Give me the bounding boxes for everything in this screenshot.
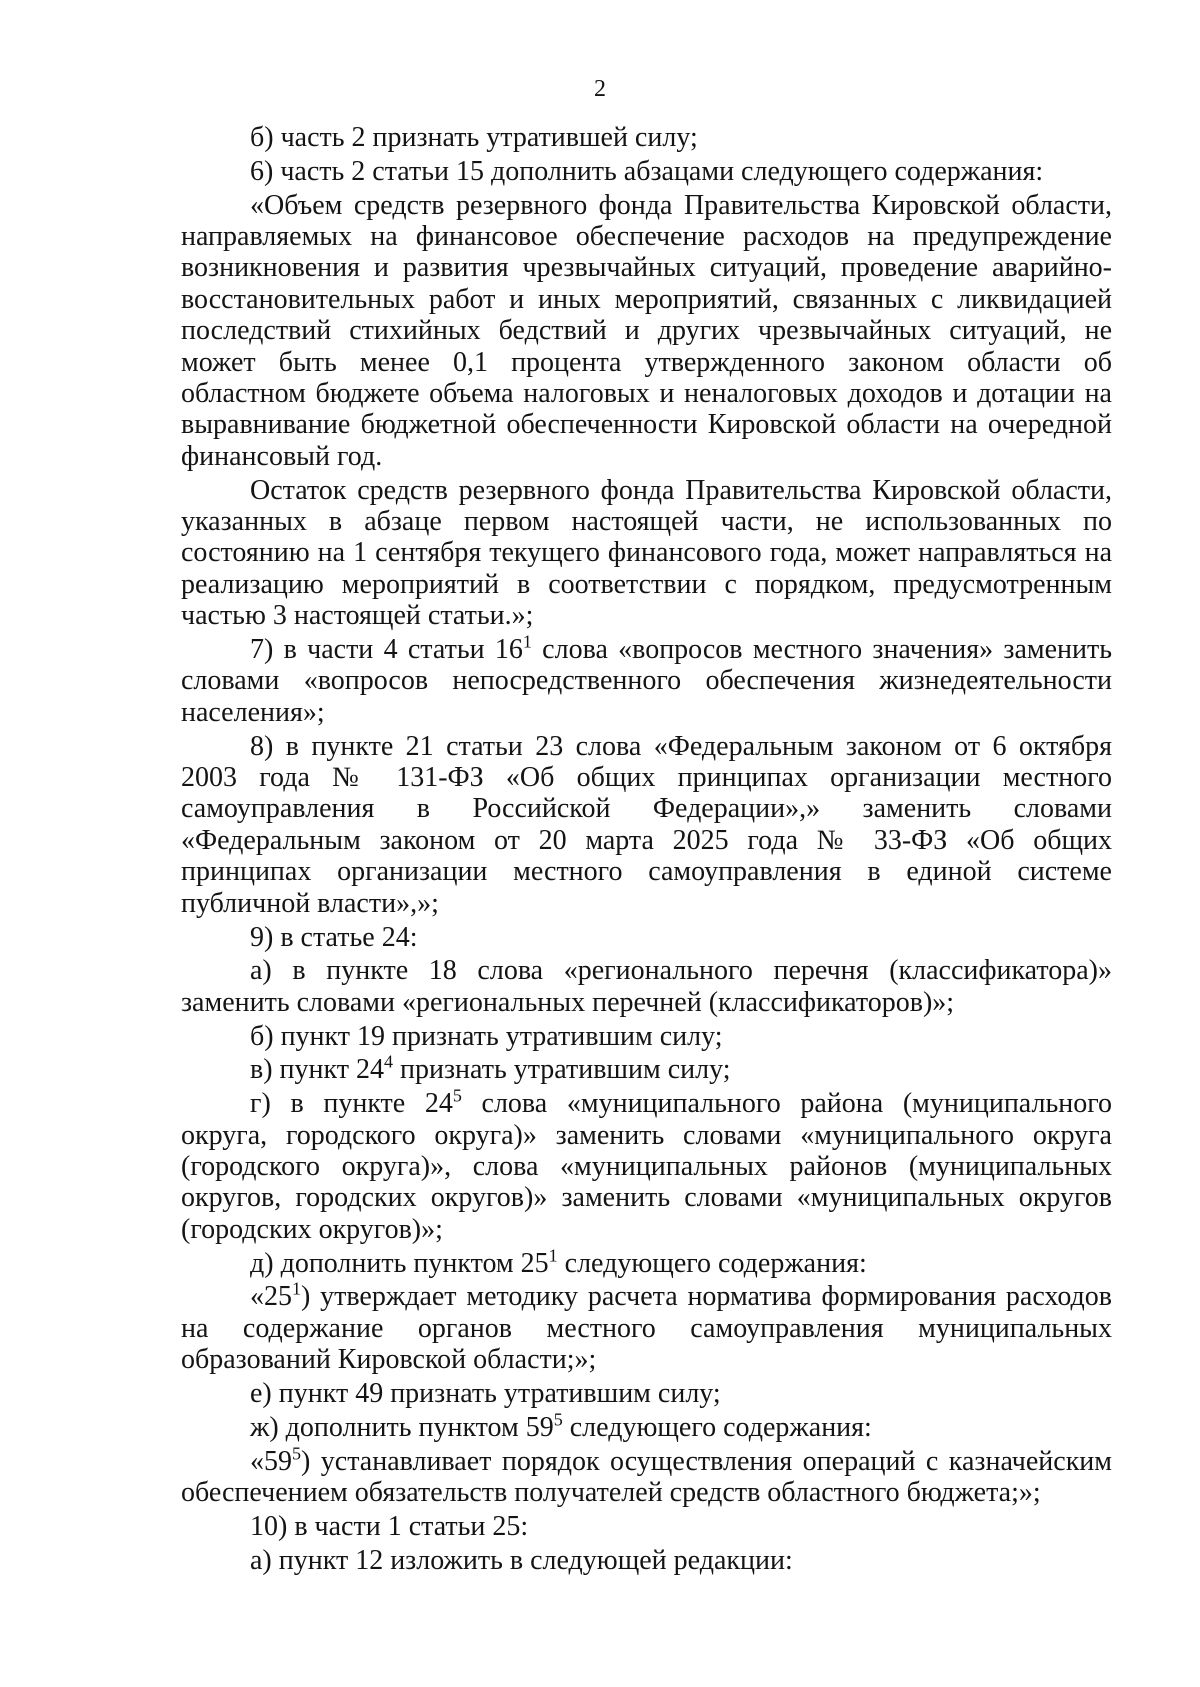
paragraph-16-lead: «59 [250,1445,292,1477]
paragraph-4: Остаток средств резервного фонда Правительства Кировской области, указанных в абзаце первом настоящей части, не использованных по состоянию на 1 сентября текущего финансового года, может направляться на реализацию мероприятий в соответствии с порядком, предусмотренным частью 3 настоящей статьи.»; [181,474,1112,632]
paragraph-18: а) пункт 12 изложить в следующей редакции: [250,1544,793,1576]
paragraph-10 [181,1051,1112,1086]
paragraph-13 [181,1278,1112,1376]
paragraph-12-rest: следующего содержания: [557,1247,867,1279]
paragraph-13-lead: «25 [250,1281,292,1313]
paragraph-12-lead: д) дополнить пунктом 25 [250,1247,549,1279]
paragraph-6: 8) в пункте 21 статьи 23 слова «Федеральным законом от 6 октября 2003 года № 131-ФЗ «Об общих принципах организации местного самоуправления в Российской Федерации»,» заменить словами «Федеральным законом от 20 марта 2025 года № 33-ФЗ «Об общих принципах организации местного самоуправления в единой системе публичной власти»,»; [181,730,1112,919]
paragraph-10-lead: в) пункт 24 [250,1054,384,1086]
paragraph-5-lead: 7) в части 4 статьи 16 [250,634,523,666]
paragraph-8: а) в пункте 18 слова «регионального перечня (классификатора)» заменить словами «региональных перечней (классификаторов)»; [181,955,1112,1018]
superscript: 5 [292,1443,301,1464]
page-number: 2 [594,76,606,102]
paragraph-2: 6) часть 2 статьи 15 дополнить абзацами следующего содержания: [250,155,1044,187]
paragraph-7: 9) в статье 24: [250,921,418,953]
paragraph-3: «Объем средств резервного фонда Правительства Кировской области, направляемых на финансовое обеспечение расходов на предупреждение возникновения и развития чрезвычайных ситуаций, проведение аварийно-восстановительных работ и иных мероприятий, связанных с ликвидацией последствий стихийных бедствий и других чрезвычайных ситуаций, не может быть менее 0,1 процента утвержденного законом области об областном бюджете объема налоговых и неналоговых доходов и дотации на выравнивание бюджетной обеспеченности Кировской области на очередной финансовый год. [181,189,1112,472]
paragraph-11-rest: слова «муниципального района (муниципального округа, городского округа)» заменить словами «муниципального округа (городского округа)», слова «муниципальных районов (муниципальных округов, городских округов)» заменить словами «муниципальных округов (городских округов)»; [181,1088,1112,1245]
paragraph-12 [181,1245,1112,1279]
paragraph-10-rest: признать утратившим силу; [392,1054,731,1086]
paragraph-17: 10) в части 1 статьи 25: [250,1510,529,1542]
superscript: 1 [292,1278,301,1299]
paragraph-9: б) пункт 19 признать утратившим силу; [250,1020,723,1052]
paragraph-11-lead: г) в пункте 24 [250,1088,453,1120]
paragraph-15 [181,1409,1112,1443]
paragraph-1: б) часть 2 признать утратившей силу; [250,122,698,153]
paragraph-16 [181,1443,1112,1509]
paragraph-11 [181,1085,1112,1245]
paragraph-16-rest: ) устанавливает порядок осуществления операций с казначейским обеспечением обязательств получателей средств областного бюджета;»; [181,1445,1112,1508]
paragraph-13-rest: ) утверждает методику расчета норматива формирования расходов на содержание органов местного самоуправления муниципальных образований Кировской области;»; [181,1281,1112,1376]
paragraph-5 [181,631,1113,728]
superscript: 5 [553,1409,563,1430]
superscript: 4 [383,1051,393,1072]
document-body [181,122,1112,1576]
paragraph-15-rest: следующего содержания: [562,1411,872,1443]
superscript: 1 [548,1245,558,1266]
paragraph-14: е) пункт 49 признать утратившим силу; [250,1377,721,1409]
paragraph-15-lead: ж) дополнить пунктом 59 [250,1411,554,1443]
paragraph-5-rest: слова «вопросов местного значения» заменить словами «вопросов непосредственного обеспечения жизнедеятельности населения»; [181,634,1113,728]
superscript: 5 [452,1085,462,1106]
superscript: 1 [522,631,532,652]
